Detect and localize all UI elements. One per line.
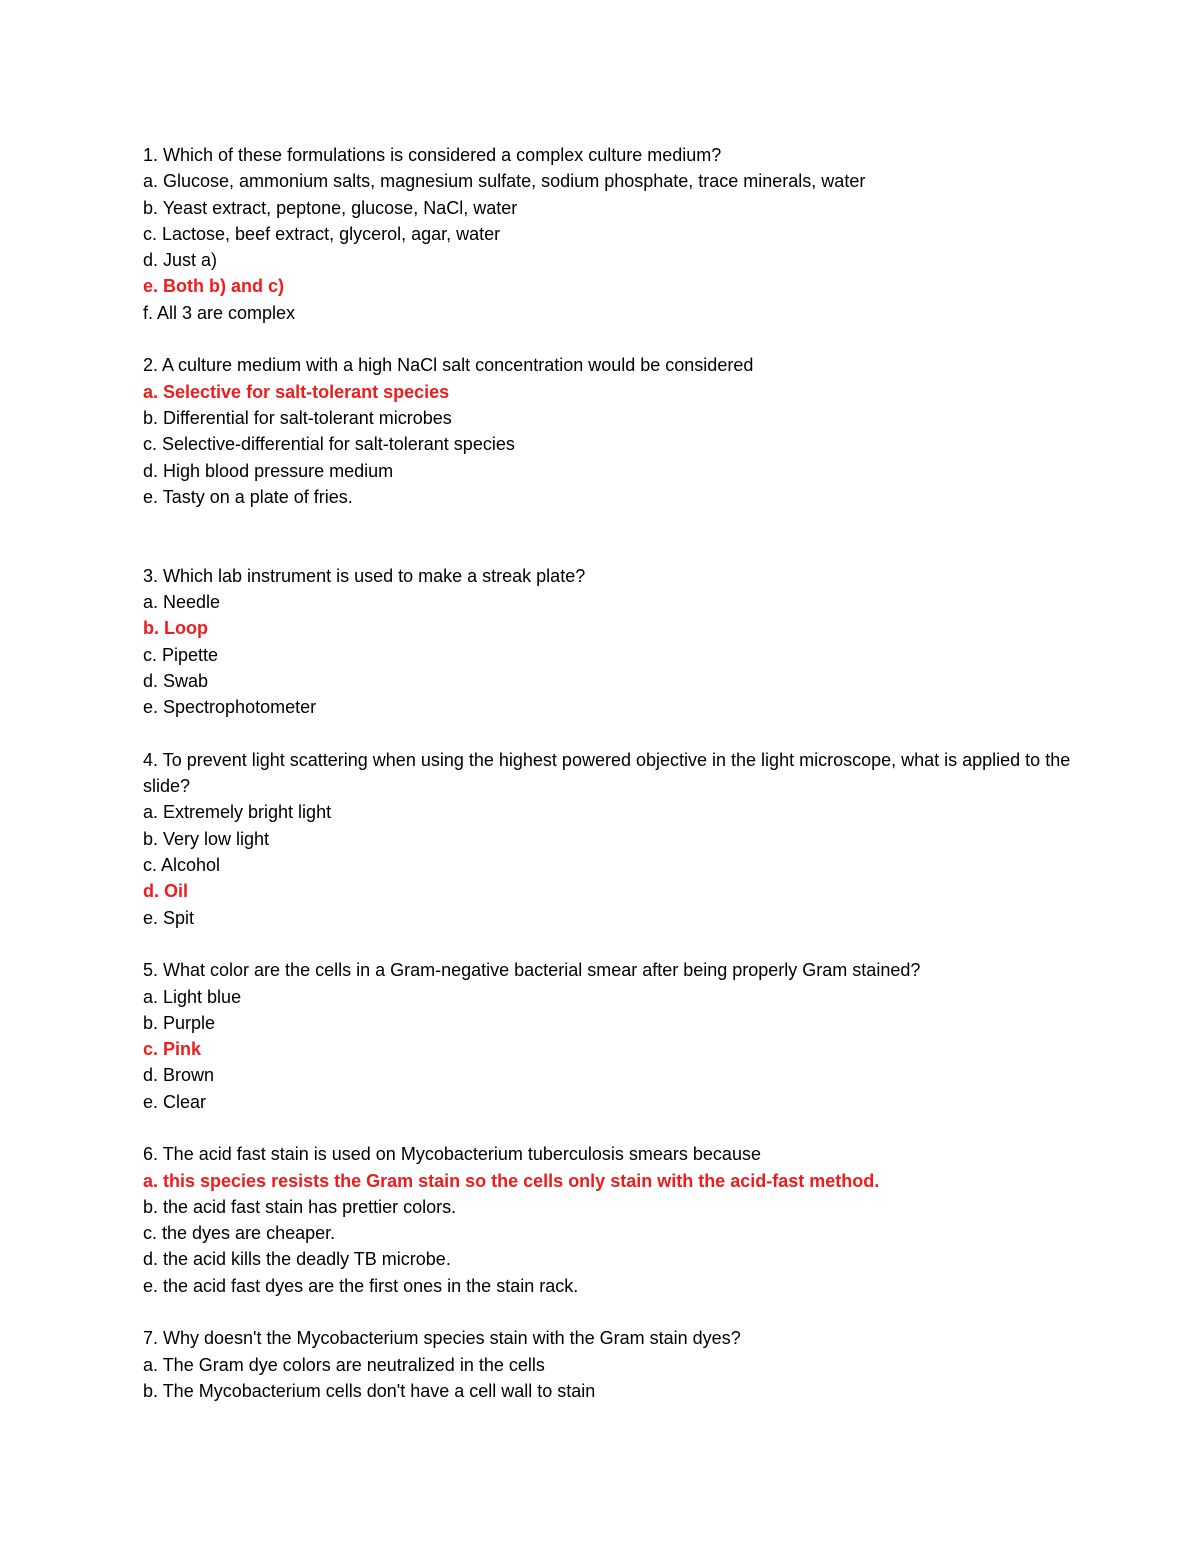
answer-option: a. Glucose, ammonium salts, magnesium sulfate, sodium phosphate, trace minerals, water bbox=[143, 171, 866, 192]
answer-option: c. Alcohol bbox=[143, 855, 221, 876]
answer-option: b. Yeast extract, peptone, glucose, NaCl, water bbox=[143, 197, 518, 218]
correct-answer-option: b. Loop bbox=[143, 618, 208, 639]
answer-option: d. Swab bbox=[143, 670, 209, 691]
question-text: 1. Which of these formulations is considered a complex culture medium? bbox=[143, 145, 722, 165]
answer-option: b. the acid fast stain has prettier colors. bbox=[143, 1196, 457, 1217]
correct-answer-option: a. Selective for salt-tolerant species bbox=[143, 381, 450, 402]
question-block-6 bbox=[143, 1141, 1103, 1299]
question-block-3 bbox=[143, 563, 1103, 721]
answer-option: d. High blood pressure medium bbox=[143, 460, 394, 481]
question-block-7 bbox=[143, 1325, 1103, 1404]
answer-option: b. Differential for salt-tolerant microbes bbox=[143, 407, 452, 428]
answer-option: a. Light blue bbox=[143, 986, 242, 1007]
question-text: 3. Which lab instrument is used to make a streak plate? bbox=[143, 565, 586, 586]
answer-option: e. Spectrophotometer bbox=[143, 697, 317, 718]
correct-answer-option: d. Oil bbox=[143, 881, 188, 902]
answer-option: a. The Gram dye colors are neutralized in the cells bbox=[143, 1354, 545, 1375]
answer-option: d. the acid kills the deadly TB microbe. bbox=[143, 1249, 451, 1270]
correct-answer-option: c. Pink bbox=[143, 1039, 202, 1060]
question-text: 4. To prevent light scattering when using the highest powered objective in the light microscope, what is applied to the slide? bbox=[143, 749, 1071, 797]
document-page bbox=[143, 142, 1103, 1431]
answer-option: b. Purple bbox=[143, 1012, 216, 1033]
question-block-2 bbox=[143, 352, 1103, 510]
question-block-5 bbox=[143, 957, 1103, 1115]
answer-option: c. Selective-differential for salt-tolerant species bbox=[143, 434, 515, 455]
correct-answer-option: e. Both b) and c) bbox=[143, 276, 284, 297]
answer-option: e. Spit bbox=[143, 907, 195, 928]
correct-answer-option: a. this species resists the Gram stain so the cells only stain with the acid-fast method. bbox=[143, 1170, 880, 1191]
answer-option: d. Just a) bbox=[143, 250, 218, 271]
question-text: 6. The acid fast stain is used on Mycobacterium tuberculosis smears because bbox=[143, 1144, 761, 1165]
answer-option: b. The Mycobacterium cells don't have a cell wall to stain bbox=[143, 1380, 596, 1401]
answer-option: a. Extremely bright light bbox=[143, 802, 332, 823]
answer-option: d. Brown bbox=[143, 1065, 215, 1086]
answer-option: c. Pipette bbox=[143, 644, 219, 665]
answer-option: e. the acid fast dyes are the first ones in the stain rack. bbox=[143, 1275, 579, 1296]
question-text: 2. A culture medium with a high NaCl salt concentration would be considered bbox=[143, 355, 754, 376]
answer-option: a. Needle bbox=[143, 592, 221, 613]
answer-option: c. the dyes are cheaper. bbox=[143, 1223, 336, 1244]
question-text: 7. Why doesn't the Mycobacterium species stain with the Gram stain dyes? bbox=[143, 1328, 741, 1349]
question-block-1 bbox=[143, 142, 1103, 326]
answer-option: e. Tasty on a plate of fries. bbox=[143, 486, 353, 507]
answer-option: f. All 3 are complex bbox=[143, 302, 296, 323]
answer-option: b. Very low light bbox=[143, 828, 270, 849]
answer-option: e. Clear bbox=[143, 1091, 207, 1112]
question-text: 5. What color are the cells in a Gram-negative bacterial smear after being properly Gram stained? bbox=[143, 960, 921, 981]
question-block-4 bbox=[143, 747, 1103, 931]
answer-option: c. Lactose, beef extract, glycerol, agar, water bbox=[143, 223, 501, 244]
